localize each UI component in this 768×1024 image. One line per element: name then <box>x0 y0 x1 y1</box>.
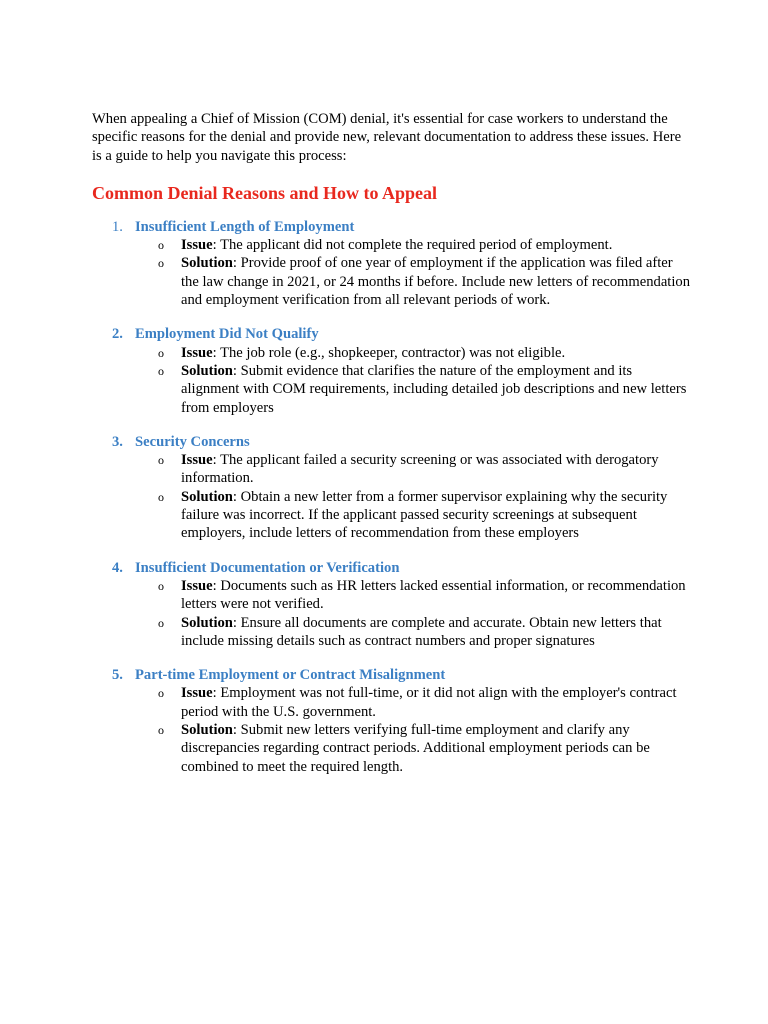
issue-bullet <box>135 236 692 254</box>
item-details <box>135 684 692 775</box>
solution-label: Solution <box>181 722 233 739</box>
denial-reason-item <box>92 325 692 416</box>
issue-bullet <box>135 451 692 488</box>
item-number: 5. <box>112 667 123 684</box>
item-title: Part-time Employment or Contract Misalignment <box>135 667 446 684</box>
item-number: 1. <box>112 218 123 235</box>
denial-reasons-list <box>92 218 692 776</box>
circle-bullet-icon: o <box>158 345 164 360</box>
item-number: 3. <box>112 433 123 450</box>
item-details <box>135 577 692 650</box>
circle-bullet-icon: o <box>158 363 164 378</box>
issue-text: : The applicant failed a security screening or was associated with derogatory information. <box>181 452 659 487</box>
item-details <box>135 451 692 542</box>
issue-text: : The applicant did not complete the required period of employment. <box>212 237 613 254</box>
solution-text: : Provide proof of one year of employment if the application was filed after the law change in 2021, or 24 months if before. Include new letters of recommendation and employment verification from all relevant periods of work. <box>181 255 690 309</box>
item-title: Insufficient Length of Employment <box>135 218 355 235</box>
circle-bullet-icon: o <box>158 489 164 504</box>
solution-label: Solution <box>181 488 233 505</box>
solution-bullet <box>135 254 692 309</box>
document-page <box>92 110 692 792</box>
circle-bullet-icon: o <box>158 723 164 738</box>
solution-bullet <box>135 488 692 543</box>
issue-label: Issue <box>181 237 213 254</box>
item-title: Insufficient Documentation or Verification <box>135 559 400 576</box>
item-details <box>135 236 692 309</box>
item-number: 4. <box>112 559 123 576</box>
circle-bullet-icon: o <box>158 238 164 253</box>
issue-bullet <box>135 684 692 721</box>
denial-reason-item <box>92 666 692 776</box>
intro-paragraph: When appealing a Chief of Mission (COM) denial, it's essential for case workers to understand the specific reasons for the denial and provide new, relevant documentation to address these issues. Here is a guide to help you navigate this process: <box>92 111 682 164</box>
issue-label: Issue <box>181 577 213 594</box>
solution-text: : Ensure all documents are complete and accurate. Obtain new letters that include missing details such as contract numbers and proper signatures <box>181 614 662 649</box>
issue-label: Issue <box>181 452 213 469</box>
item-details <box>135 344 692 417</box>
circle-bullet-icon: o <box>158 453 164 468</box>
solution-label: Solution <box>181 362 233 379</box>
issue-text: : The job role (e.g., shopkeeper, contractor) was not eligible. <box>212 344 566 361</box>
circle-bullet-icon: o <box>158 578 164 593</box>
issue-label: Issue <box>181 685 213 702</box>
denial-reason-item <box>92 218 692 309</box>
item-title: Security Concerns <box>135 433 250 450</box>
issue-text: : Documents such as HR letters lacked essential information, or recommendation letters were not verified. <box>181 577 686 613</box>
circle-bullet-icon: o <box>158 686 164 701</box>
solution-text: : Obtain a new letter from a former supervisor explaining why the security failure was incorrect. If the applicant passed security screenings at subsequent employers, include letters of recommendation from these employers <box>181 488 668 542</box>
section-heading: Common Denial Reasons and How to Appeal <box>92 182 438 203</box>
issue-label: Issue <box>181 344 213 361</box>
solution-bullet <box>135 721 692 776</box>
circle-bullet-icon: o <box>158 615 164 630</box>
solution-bullet <box>135 362 692 417</box>
denial-reason-item <box>92 559 692 650</box>
item-title: Employment Did Not Qualify <box>135 326 319 343</box>
solution-label: Solution <box>181 255 233 272</box>
denial-reason-item <box>92 433 692 543</box>
item-number: 2. <box>112 326 123 343</box>
issue-bullet <box>135 577 692 614</box>
solution-bullet <box>135 614 692 651</box>
circle-bullet-icon: o <box>158 256 164 271</box>
solution-text: : Submit new letters verifying full-time employment and clarify any discrepancies regarding contract periods. Additional employment periods can be combined to meet the required length. <box>181 722 650 775</box>
solution-label: Solution <box>181 614 233 631</box>
issue-text: : Employment was not full-time, or it did not align with the employer's contract period with the U.S. government. <box>181 685 677 720</box>
issue-bullet <box>135 344 692 362</box>
solution-text: : Submit evidence that clarifies the nature of the employment and its alignment with COM requirements, including detailed job descriptions and new letters from employers <box>181 362 687 416</box>
